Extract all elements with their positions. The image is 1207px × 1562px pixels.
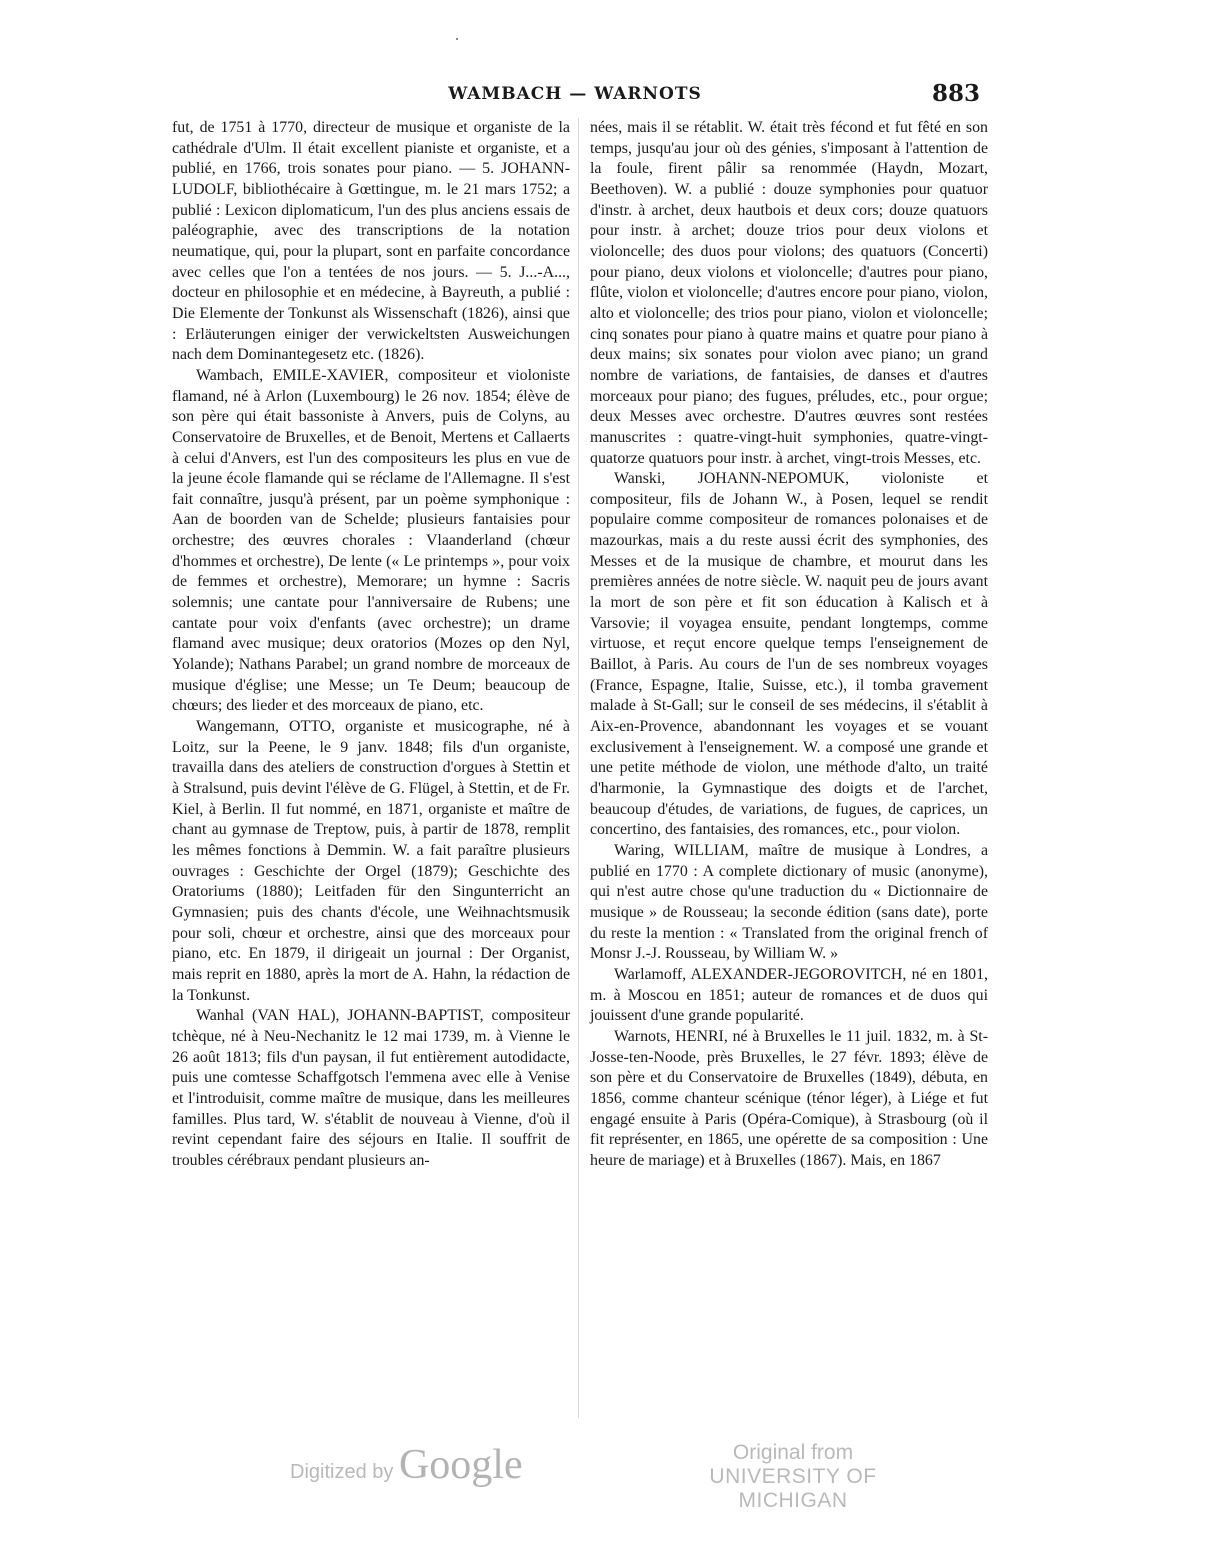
entry-wanski: Wanski, JOHANN-NEPOMUK, violoniste et compositeur, fils de Johann W., à Posen, lequel se rendit populaire comme compositeur de romances polonaises et de mazourkas, mais a du reste aussi écrit des symphonies, des Messes et de la musique de chambre, et mourut dans les premières années de notre siècle. W. naquit peu de jours avant la mort de son père et fit son éducation à Kalisch et à Varsovie; il voyagea ensuite, pendant longtemps, comme virtuose, et reçut encore quelque temps l'enseignement de Baillot, à Paris. Au cours de l'un de ses nombreux voyages (France, Espagne, Italie, Suisse, etc.), il tomba gravement malade à St-Gall; sur le conseil de ses médecins, il s'établit à Aix-en-Provence, abandonnant les voyages et se vouant exclusivement à l'enseignement. W. a composé une grande et une petite méthode de violon, une méthode d'alto, un traité d'harmonie, la Gymnastique des doigts et de l'archet, beaucoup d'études, de variations, de fugues, de caprices, un concertino, des fantaisies, des romances, etc., pour violon. — [590, 470, 988, 839]
entry-warlamoff: Warlamoff, ALEXANDER-JEGOROVITCH, né en 1801, m. à Moscou en 1851; auteur de romances et de duos qui jouissent d'une grande popularité. — [590, 965, 988, 1025]
page-number: 883 — [931, 80, 980, 107]
university-label: UNIVERSITY OF MICHIGAN — [709, 1465, 877, 1512]
original-from-label: Original from — [732, 1441, 854, 1464]
original-from-watermark — [668, 1441, 918, 1513]
entry-waring: Waring, WILLIAM, maître de musique à Londres, a publié en 1770 : A complete dictionary of music (anonyme), qui n'est autre chose qu'une traduction du « Dictionnaire de musique » de Rousseau; la seconde édition (sans date), porte du reste la mention : « Translated from the original french of Monsr J.-J. Rousseau, by William W. » — [590, 841, 988, 963]
right-column — [590, 118, 988, 1171]
scan-footer — [0, 1435, 1207, 1512]
running-title: WAMBACH — WARNOTS — [448, 84, 702, 104]
digitized-by-watermark — [290, 1441, 523, 1489]
paragraph-continuation: fut, de 1751 à 1770, directeur de musique et organiste de la cathédrale d'Ulm. Il était excellent pianiste et organiste, et a publié, en 1766, trois sonates pour piano. — 5. JOHANN-LUDOLF, bibliothécaire à Gœttingue, m. le 21 mars 1752; a publié : Lexicon diplomaticum, l'un des plus anciens essais de paléographie, avec des transcriptions de la notation neumatique, qui, pour la plupart, sont en parfaite concordance avec celles que l'on a tentées de nos jours. — 5. J...-A..., docteur en philosophie et en médecine, à Bayreuth, a publié : Die Elemente der Tonkunst als Wissenschaft (1826), ainsi que : Erläuterungen einiger der verwickeltsten Ausweichungen nach dem Dominantegesetz etc. (1826). — [172, 119, 570, 364]
entry-warnots: Warnots, HENRI, né à Bruxelles le 11 juil. 1832, m. à St-Josse-ten-Noode, près Bruxelles, le 27 févr. 1893; élève de son père et du Conservatoire de Bruxelles (1849), débuta, en 1856, comme chanteur scénique (ténor léger), à Liége et fut engagé ensuite à Paris (Opéra-Comique), à Strasbourg (où il fit représenter, en 1865, une opérette de sa composition : Une heure de mariage) et à Bruxelles (1867). Mais, en 1867 — [590, 1027, 988, 1169]
left-column — [172, 118, 570, 1171]
google-logo-text: Google — [398, 1442, 523, 1488]
entry-wambach: Wambach, EMILE-XAVIER, compositeur et violoniste flamand, né à Arlon (Luxembourg) le 26 nov. 1854; élève de son père qui était bassoniste à Anvers, puis de Colyns, au Conservatoire de Bruxelles, et de Benoit, Mertens et Callaerts à celui d'Anvers, est l'un des compositeurs les plus en vue de la jeune école flamande qui se réclame de l'Allemagne. Il s'est fait connaître, jusqu'à présent, par un poème symphonique : Aan de boorden van de Schelde; plusieurs fantaisies pour orchestre; des œuvres chorales : Vlaanderland (chœur d'hommes et orchestre), De lente (« Le printemps », pour voix de femmes et orchestre), Memorare; un hymne : Sacris solemnis; une cantate pour l'anniversaire de Rubens; une cantate pour voix d'enfants (avec orchestre); un drame flamand avec musique; deux oratorios (Mozes op den Nyl, Yolande); Nathans Parabel; un grand nombre de morceaux de musique d'église; une Messe; un Te Deum; beaucoup de chœurs; des lieder et des morceaux de piano, etc. — [172, 366, 570, 715]
column-divider — [578, 118, 579, 1418]
entry-wanhal: Wanhal (VAN HAL), JOHANN-BAPTIST, compositeur tchèque, né à Neu-Nechanitz le 12 mai 1739, m. à Vienne le 26 août 1813; fils d'un paysan, il fut entièrement autodidacte, puis une comtesse Schaffgotsch l'emmena avec elle à Venise et l'introduisit, comme maître de musique, dans les meilleures familles. Plus tard, W. s'établit de nouveau à Vienne, d'où il revint cependant faire des séjours en Italie. Il souffrit de troubles cérébraux pendant plusieurs an- — [172, 1007, 570, 1169]
paragraph-continuation-wanhal: nées, mais il se rétablit. W. était très fécond et fut fêté en son temps, jusqu'au jour où des génies, s'imposant à l'attention de la foule, firent pâlir sa renommée (Haydn, Mozart, Beethoven). W. a publié : douze symphonies pour quatuor d'instr. à archet, deux hautbois et deux cors; douze quatuors pour instr. à archet; douze trios pour deux violons et violoncelle; des duos pour violons; des quatuors (Concerti) pour piano, deux violons et violoncelle; d'autres pour piano, flûte, violon et violoncelle; d'autres encore pour piano, violon, alto et violoncelle; des trios pour piano, violon et violoncelle; cinq sonates pour piano à quatre mains et quatre pour piano à deux mains; six sonates pour violon avec piano; un grand nombre de variations, de fantaisies, de danses et d'autres morceaux pour piano; des fugues, préludes, etc., pour orgue; deux Messes avec orchestre. D'autres œuvres sont restées manuscrites : quatre-vingt-huit symphonies, quatre-vingt-quatorze quatuors pour instr. à archet, vingt-trois Messes, etc. — [590, 119, 988, 467]
entry-wangemann: Wangemann, OTTO, organiste et musicographe, né à Loitz, sur la Peene, le 9 janv. 1848; fils d'un organiste, travailla dans des ateliers de construction d'orgues à Stettin et à Stralsund, puis devint l'élève de G. Flügel, à Stettin, et de Fr. Kiel, à Berlin. Il fut nommé, en 1871, organiste et maître de chant au gymnase de Treptow, puis, à partir de 1878, remplit les mêmes fonctions à Demmin. W. a fait paraître plusieurs ouvrages : Geschichte der Orgel (1879); Geschichte des Oratoriums (1880); Leitfaden für den Singunterricht an Gymnasien; puis des chants d'école, une Weihnachtsmusik pour soli, chœur et orchestre, ainsi que des morceaux pour piano, etc. En 1879, il dirigeait un journal : Der Organist, mais reprit en 1880, après la mort de A. Hahn, la rédaction de la Tonkunst. — [172, 718, 570, 1004]
digitized-prefix: Digitized by — [290, 1461, 394, 1483]
page-header — [170, 80, 980, 110]
ink-speck — [456, 38, 458, 40]
